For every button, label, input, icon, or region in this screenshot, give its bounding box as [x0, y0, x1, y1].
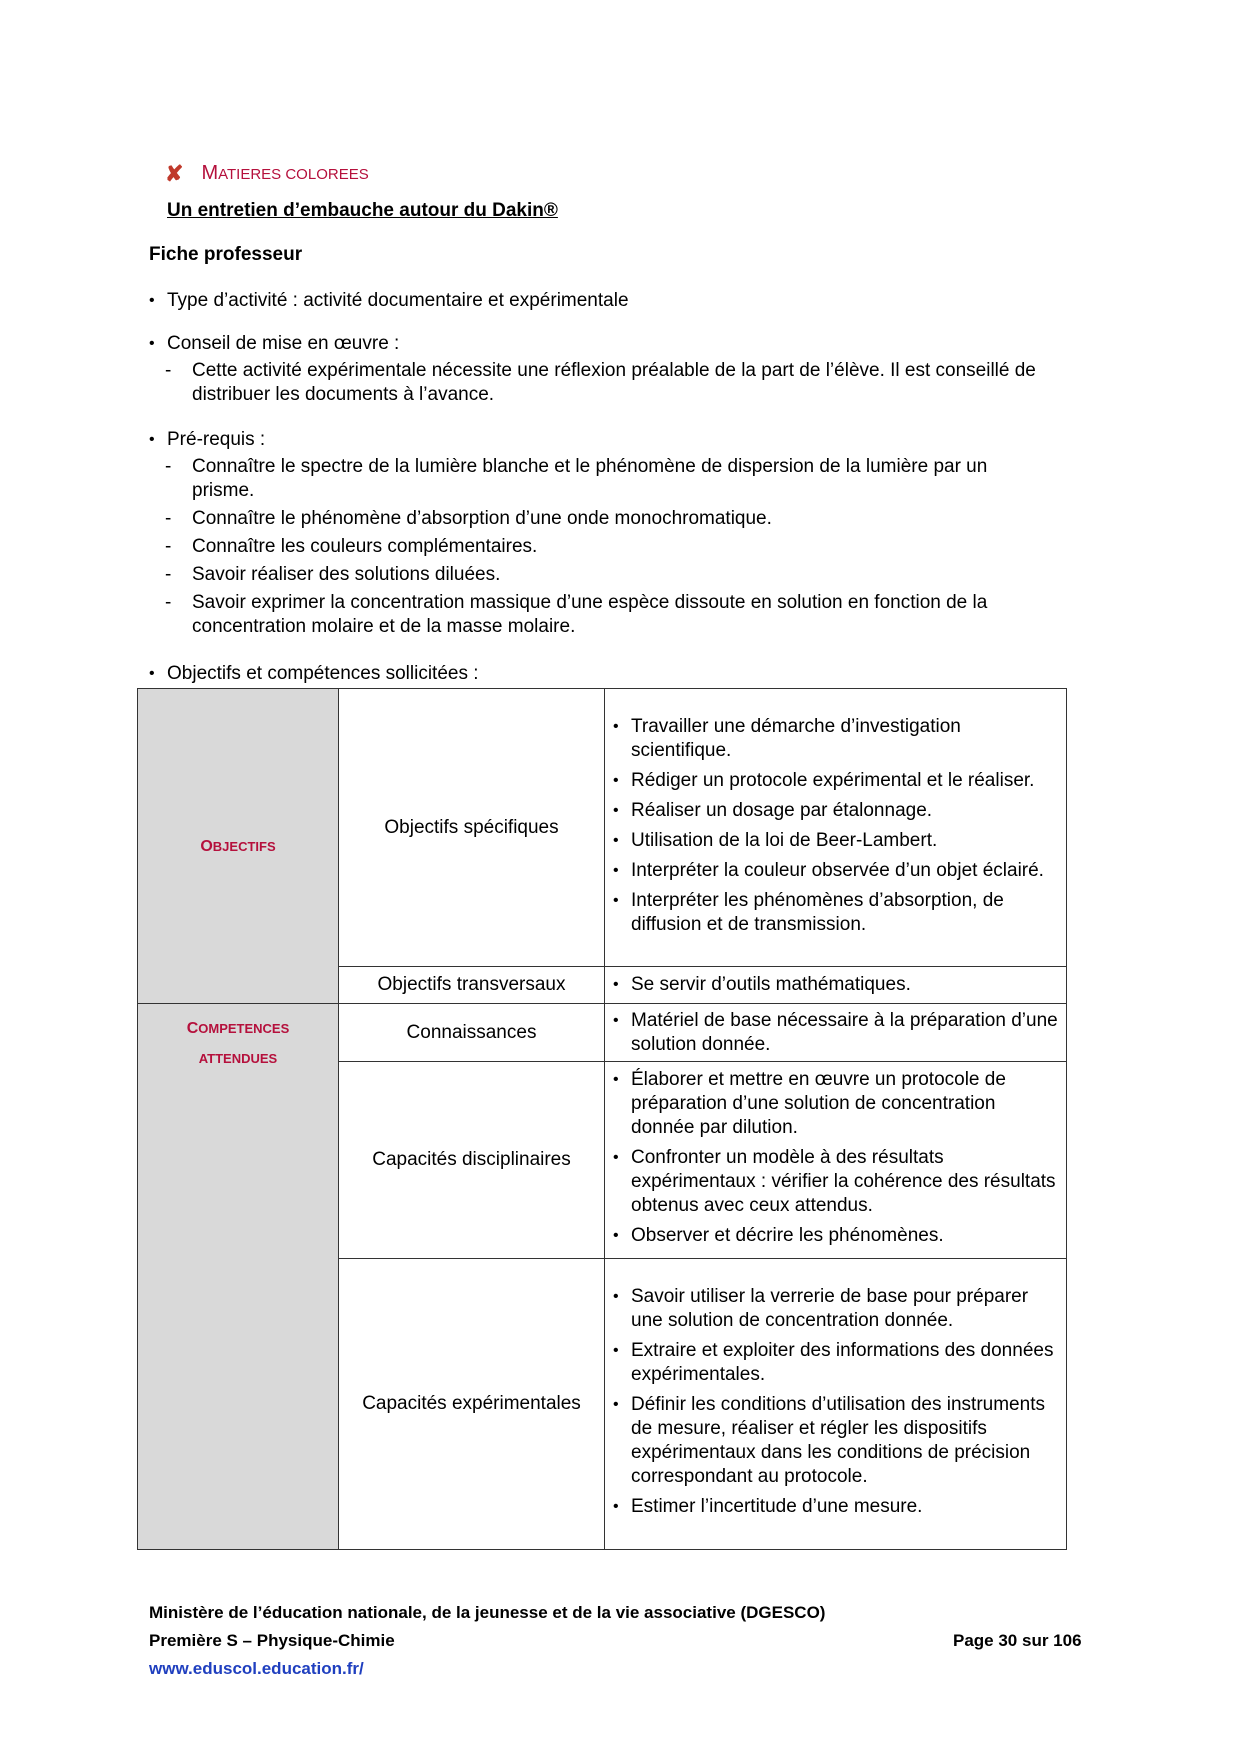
list-item: • Savoir utiliser la verrerie de base pour préparer une solution de concentration donnée.	[613, 1286, 1029, 1331]
list-item: • Extraire et exploiter des informations des données expérimentales.	[613, 1340, 1054, 1385]
list-item: • Travailler une démarche d’investigation scientifique.	[613, 715, 961, 761]
list-item: • Estimer l’incertitude d’une mesure.	[613, 1496, 923, 1517]
list-item: • Matériel de base nécessaire à la préparation d’une solution donnée.	[613, 1009, 1058, 1055]
list-item: - Savoir exprimer la concentration massique d’une espèce dissoute en solution en fonction de la concentration molaire et de la masse molaire.	[165, 592, 988, 637]
objectifs-label: • Objectifs et compétences sollicitées :	[149, 663, 479, 684]
row-items	[605, 1259, 1067, 1550]
list-item: • Utilisation de la loi de Beer-Lambert.	[613, 829, 938, 851]
fiche-label: Fiche professeur	[149, 244, 303, 265]
list-item: • Élaborer et mettre en œuvre un protocole de préparation d’une solution de concentration donnée par dilution.	[613, 1069, 1006, 1138]
list-item: • Se servir d’outils mathématiques.	[613, 974, 911, 995]
footer-ministry: Ministère de l’éducation nationale, de la jeunesse et de la vie associative (DGESCO)	[149, 1603, 826, 1622]
cross-icon: ✘	[165, 160, 184, 186]
list-item: - Cette activité expérimentale nécessite une réflexion préalable de la part de l’élève. Il est conseillé de distribuer les documents à l’avance.	[165, 360, 1036, 405]
row-label: Objectifs spécifiques	[339, 689, 605, 967]
activity-title: Un entretien d’embauche autour du Dakin®	[167, 200, 558, 221]
row-items	[605, 967, 1067, 1004]
list-item: • Interpréter les phénomènes d’absorption, de diffusion et de transmission.	[613, 889, 1004, 935]
list-item: • Observer et décrire les phénomènes.	[613, 1225, 944, 1246]
bullet-icon: •	[149, 292, 155, 309]
list-item: • Réaliser un dosage par étalonnage.	[613, 799, 933, 821]
bullet-icon: •	[149, 335, 155, 352]
row-label: Connaissances	[339, 1004, 605, 1062]
row-label: Capacités disciplinaires	[339, 1062, 605, 1259]
list-item: • Rédiger un protocole expérimental et le réaliser.	[613, 769, 1035, 791]
section-title: MATIERES COLOREES	[201, 162, 369, 184]
page-number: Page 30 sur 106	[953, 1631, 1082, 1650]
type-activite: • Type d’activité : activité documentaire et expérimentale	[149, 290, 629, 311]
row-items	[605, 689, 1067, 967]
footer-link[interactable]: www.eduscol.education.fr/	[149, 1659, 364, 1678]
conseil-list	[163, 359, 1043, 411]
list-item: - Connaître le phénomène d’absorption d’une onde monochromatique.	[165, 508, 772, 529]
section-heading	[165, 162, 369, 185]
row-items	[605, 1062, 1067, 1259]
list-item: • Interpréter la couleur observée d’un objet éclairé.	[613, 859, 1044, 881]
competences-table	[137, 688, 1067, 1550]
list-item: - Connaître les couleurs complémentaires.	[165, 536, 538, 557]
bullet-icon: •	[149, 431, 155, 448]
bullet-icon: •	[149, 665, 155, 682]
conseil-label: • Conseil de mise en œuvre :	[149, 333, 400, 354]
row-label: Objectifs transversaux	[339, 967, 605, 1004]
table-row	[138, 1004, 1067, 1062]
list-item: - Connaître le spectre de la lumière blanche et le phénomène de dispersion de la lumière par un prisme.	[165, 456, 988, 501]
competences-cell: COMPETENCES ATTENDUES	[138, 1004, 339, 1550]
prerequis-label: • Pré-requis :	[149, 429, 266, 450]
table-row	[138, 689, 1067, 967]
list-item: - Savoir réaliser des solutions diluées.	[165, 564, 501, 585]
list-item: • Définir les conditions d’utilisation des instruments de mesure, réaliser et régler les dispositifs expérimentaux dans les conditions de précision correspondant au protocole.	[613, 1394, 1045, 1487]
list-item: • Confronter un modèle à des résultats expérimentaux : vérifier la cohérence des résultats obtenus avec ceux attendus.	[613, 1147, 1056, 1216]
row-items	[605, 1004, 1067, 1062]
row-label: Capacités expérimentales	[339, 1259, 605, 1550]
objectifs-cell: OBJECTIFS	[138, 689, 339, 1004]
footer-course: Première S – Physique-Chimie	[149, 1631, 395, 1650]
prerequis-list	[163, 455, 1043, 643]
